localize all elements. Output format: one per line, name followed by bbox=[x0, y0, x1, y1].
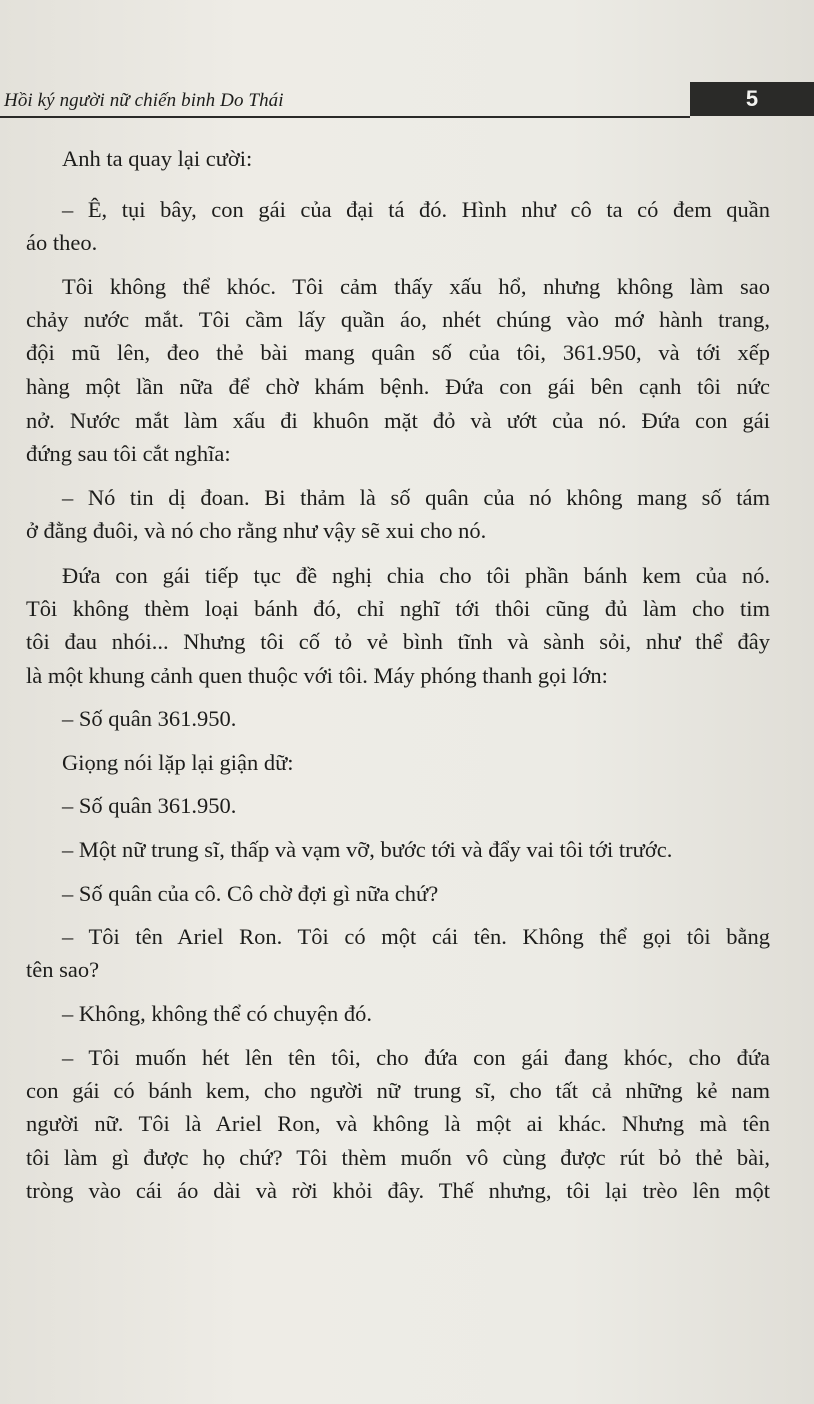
text-line: – Một nữ trung sĩ, thấp và vạm vỡ, bước tới và đẩy vai tôi tới trước. bbox=[62, 837, 673, 862]
text-line: tôi làm gì được họ chứ? Tôi thèm muốn vô cùng được rút bỏ thẻ bài, bbox=[26, 1145, 770, 1170]
text-line: tên sao? bbox=[26, 957, 100, 982]
page-header bbox=[0, 80, 814, 122]
text-line: Anh ta quay lại cười: bbox=[62, 146, 253, 171]
text-line: đội mũ lên, đeo thẻ bài mang quân số của tôi, 361.950, và tới xếp bbox=[26, 340, 770, 365]
text-line: áo theo. bbox=[26, 230, 98, 255]
page-number-box bbox=[690, 82, 814, 116]
text-line: Đứa con gái tiếp tục đề nghị chia cho tôi phần bánh kem của nó. bbox=[62, 563, 770, 588]
text-line: con gái có bánh kem, cho người nữ trung sĩ, cho tất cả những kẻ nam bbox=[26, 1078, 770, 1103]
text-line: – Nó tin dị đoan. Bi thảm là số quân của nó không mang số tám bbox=[62, 485, 770, 510]
text-line: hàng một lần nữa để chờ khám bệnh. Đứa con gái bên cạnh tôi nức bbox=[26, 374, 770, 399]
text-line: Tôi không thèm loại bánh đó, chỉ nghĩ tới thôi cũng đủ làm cho tim bbox=[26, 596, 770, 621]
text-line: ở đằng đuôi, và nó cho rằng như vậy sẽ xui cho nó. bbox=[26, 518, 487, 543]
text-line: – Tôi muốn hét lên tên tôi, cho đứa con gái đang khóc, cho đứa bbox=[62, 1045, 770, 1070]
text-line: Tôi không thể khóc. Tôi cảm thấy xấu hổ, nhưng không làm sao bbox=[62, 274, 770, 299]
text-line: – Ê, tụi bây, con gái của đại tá đó. Hình như cô ta có đem quần bbox=[62, 197, 770, 222]
text-line: đứng sau tôi cắt nghĩa: bbox=[26, 441, 231, 466]
header-rule bbox=[0, 116, 690, 118]
running-title: Hồi ký người nữ chiến binh Do Thái bbox=[4, 90, 284, 111]
text-line: là một khung cảnh quen thuộc với tôi. Máy phóng thanh gọi lớn: bbox=[26, 663, 608, 688]
text-line: – Số quân 361.950. bbox=[62, 793, 237, 818]
text-line: Giọng nói lặp lại giận dữ: bbox=[62, 750, 294, 775]
text-line: – Tôi tên Ariel Ron. Tôi có một cái tên. Không thể gọi tôi bằng bbox=[62, 924, 770, 949]
text-line: tròng vào cái áo dài và rời khỏi đây. Thế nhưng, tôi lại trèo lên một bbox=[26, 1178, 770, 1203]
text-line: tôi đau nhói... Nhưng tôi cố tỏ vẻ bình tĩnh và sành sỏi, như thể đây bbox=[26, 629, 770, 654]
page-number: 5 bbox=[745, 86, 759, 111]
text-line: nở. Nước mắt làm xấu đi khuôn mặt đỏ và ướt của nó. Đứa con gái bbox=[26, 408, 770, 433]
text-line: – Không, không thể có chuyện đó. bbox=[62, 1001, 372, 1026]
text-line: – Số quân của cô. Cô chờ đợi gì nữa chứ? bbox=[62, 881, 439, 906]
text-line: – Số quân 361.950. bbox=[62, 706, 237, 731]
text-line: chảy nước mắt. Tôi cầm lấy quần áo, nhét chúng vào mớ hành trang, bbox=[26, 307, 770, 332]
text-line: người nữ. Tôi là Ariel Ron, và không là một ai khác. Nhưng mà tên bbox=[26, 1111, 770, 1136]
